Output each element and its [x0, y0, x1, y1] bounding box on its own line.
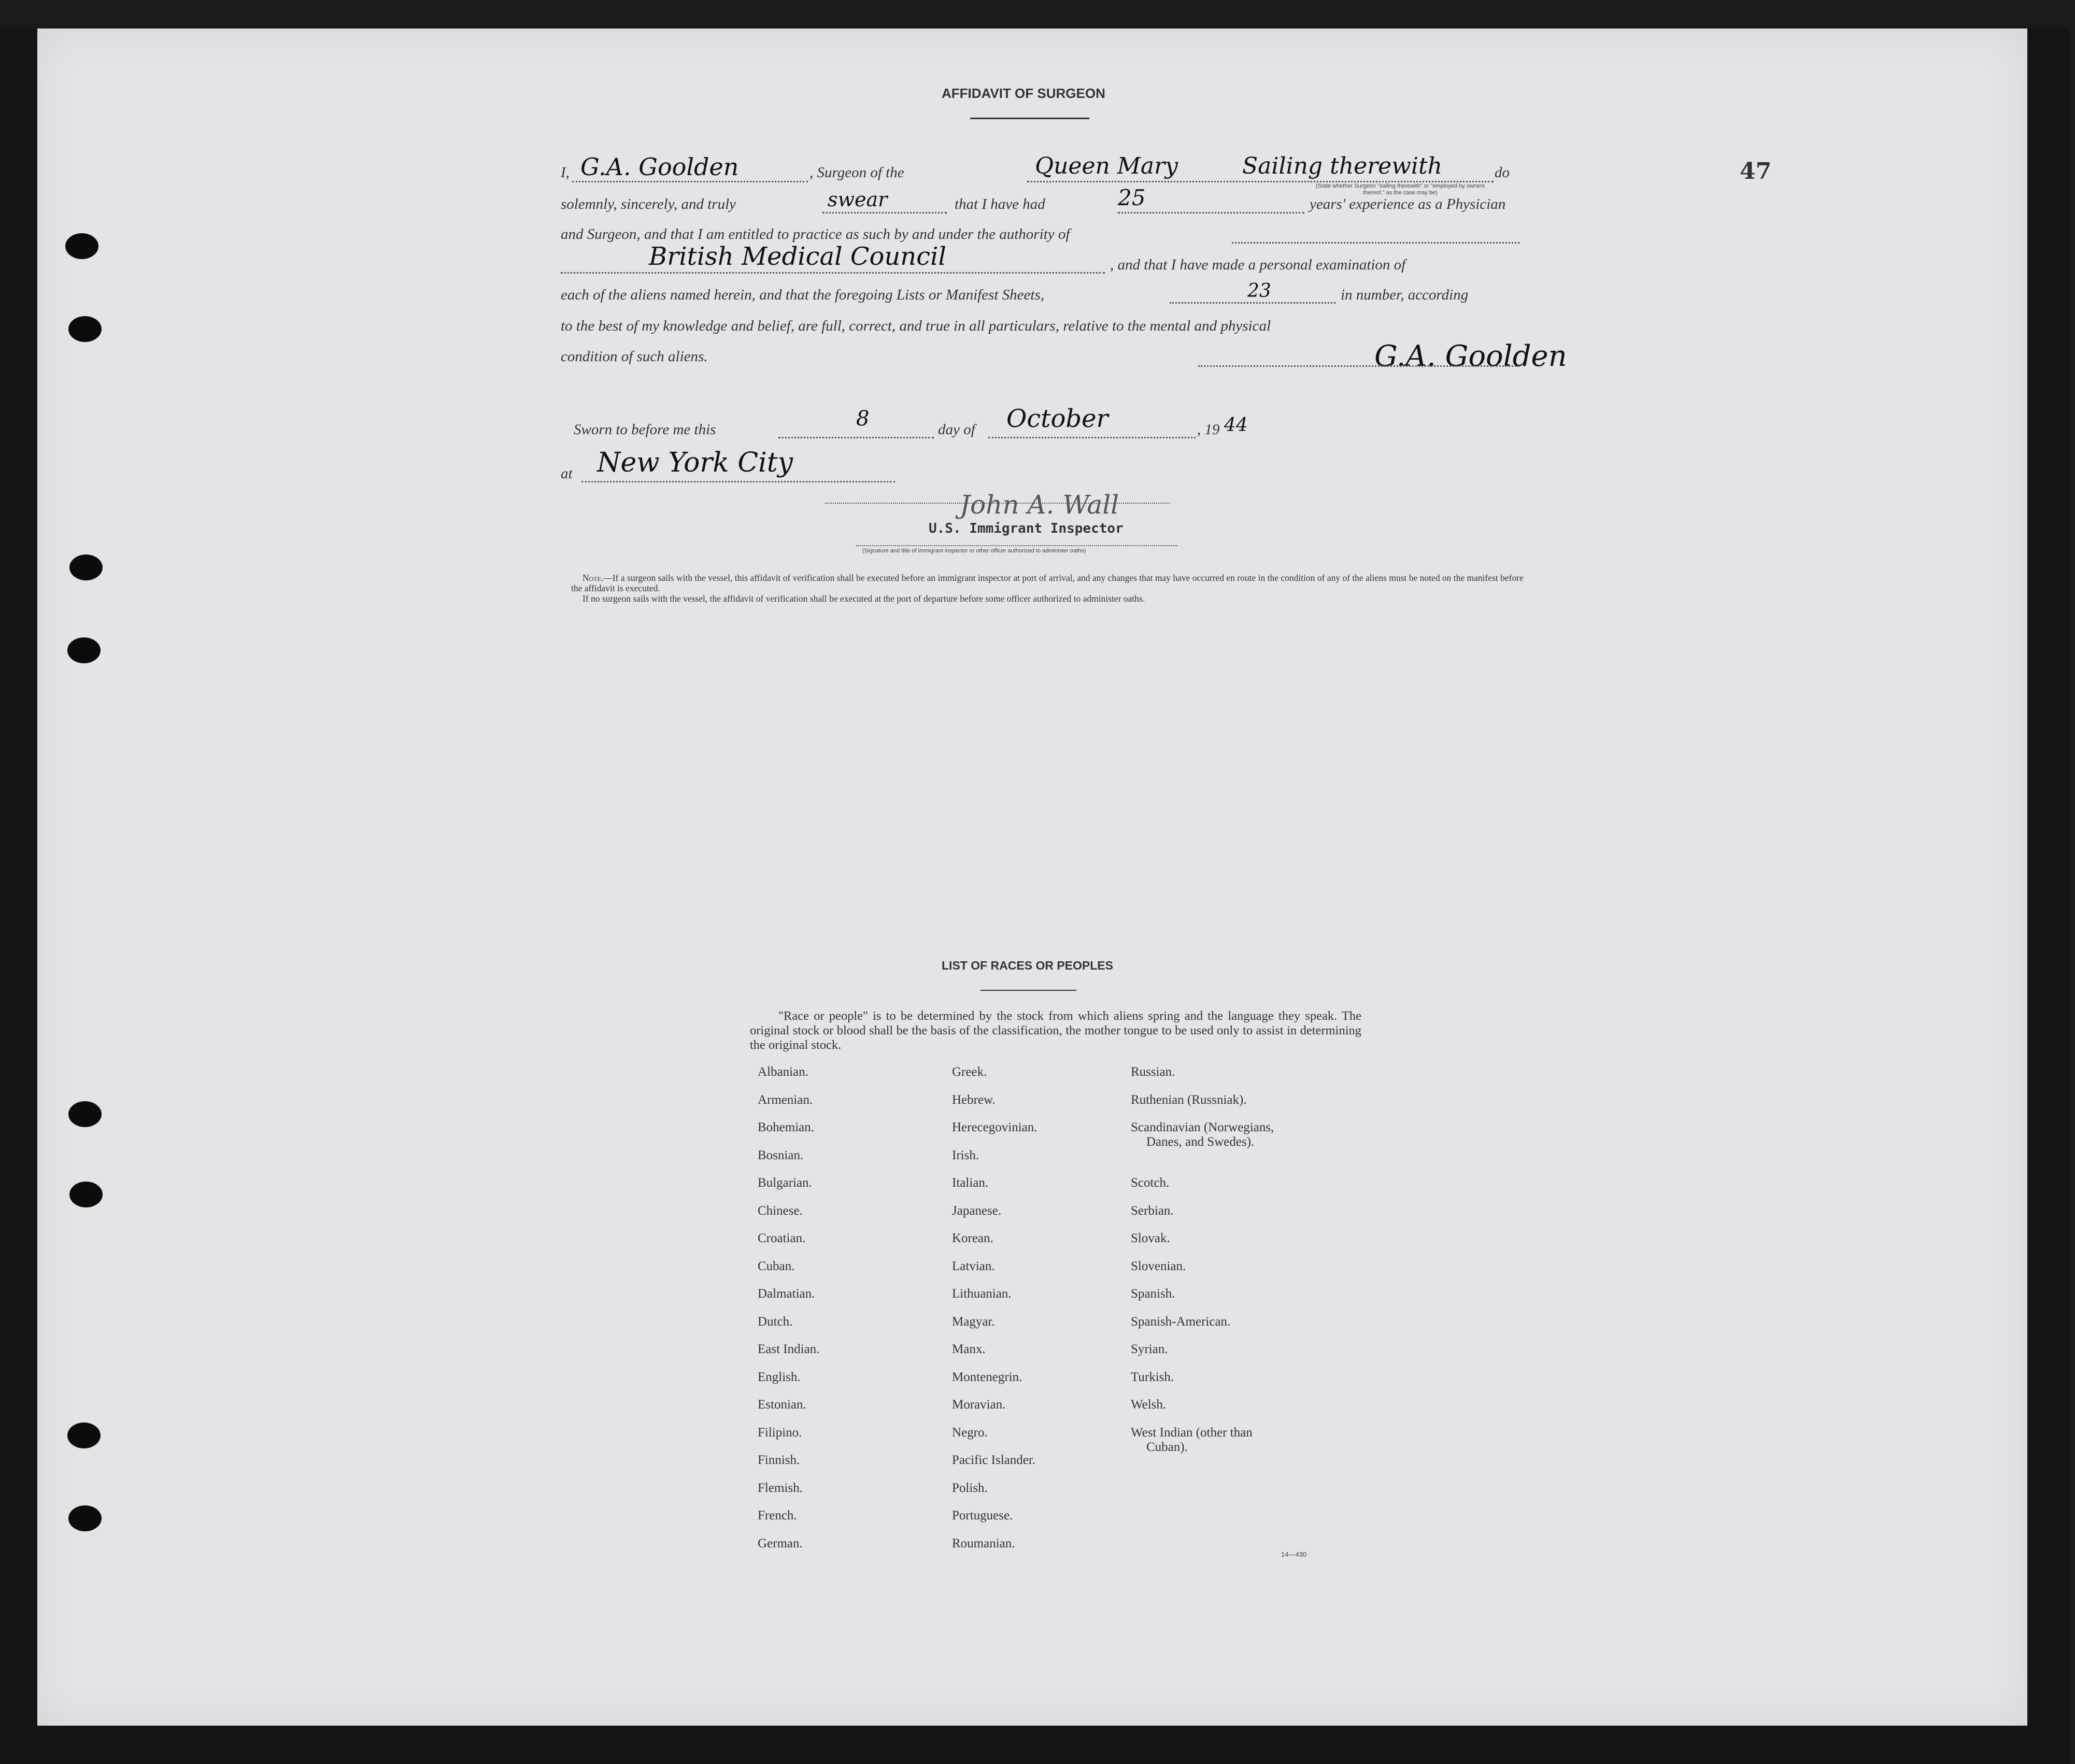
field-line — [988, 437, 1196, 438]
note-paragraph — [571, 573, 1535, 604]
form-code: 14—430 — [1281, 1550, 1307, 1558]
race-entry: Dutch. — [758, 1314, 793, 1329]
races-column-1 — [758, 1065, 819, 1564]
authority: British Medical Council — [649, 242, 946, 271]
line2-start: solemnly, sincerely, and truly — [561, 196, 736, 212]
at-label: at — [561, 465, 573, 482]
sworn-year-printed: , 19 — [1197, 421, 1220, 438]
race-entry: Estonian. — [758, 1398, 806, 1412]
punch-hole — [69, 1182, 103, 1207]
field-line — [1170, 302, 1335, 304]
race-entry: Roumanian. — [952, 1536, 1015, 1550]
race-entry: Montenegrin. — [952, 1370, 1022, 1384]
note-label: Note. — [582, 573, 604, 583]
race-entry: Bosnian. — [758, 1148, 804, 1162]
signature-line — [1198, 365, 1519, 367]
race-entry-line: West Indian (other than — [1131, 1425, 1253, 1440]
race-entry: East Indian. — [758, 1342, 820, 1356]
race-entry: Japanese. — [952, 1203, 1002, 1218]
race-entry: Cuban. — [758, 1259, 795, 1273]
race-entry: Dalmatian. — [758, 1287, 815, 1301]
oath-word: swear — [828, 188, 888, 211]
inspector-title: U.S. Immigrant Inspector — [929, 521, 1124, 536]
race-entry — [1131, 1120, 1274, 1176]
race-entry: Filipino. — [758, 1425, 802, 1440]
race-entry-line: Cuban). — [1146, 1440, 1188, 1454]
race-entry: Latvian. — [952, 1259, 995, 1273]
race-entry: Flemish. — [758, 1481, 803, 1495]
race-entry: Croatian. — [758, 1231, 806, 1245]
line1-end: do — [1495, 164, 1510, 181]
document-page — [37, 29, 2027, 1726]
field-line — [1118, 212, 1304, 214]
race-entry: Portuguese. — [952, 1509, 1013, 1523]
race-entry: German. — [758, 1536, 803, 1550]
field-line — [778, 437, 934, 438]
punch-hole — [68, 1505, 102, 1531]
line2-end: years' experience as a Physician — [1310, 196, 1506, 212]
line1-mid: , Surgeon of the — [809, 164, 904, 181]
race-entry: Scotch. — [1131, 1176, 1170, 1190]
race-entry: Serbian. — [1131, 1203, 1174, 1218]
title-underline — [970, 118, 1089, 119]
inspector-title-line — [856, 545, 1177, 546]
race-entry: Welsh. — [1131, 1398, 1167, 1412]
races-column-3 — [1131, 1065, 1274, 1481]
race-entry: Spanish. — [1131, 1287, 1175, 1301]
field-line — [581, 481, 895, 482]
race-entry: Lithuanian. — [952, 1287, 1012, 1301]
race-entry: Turkish. — [1131, 1370, 1174, 1384]
punch-hole — [69, 554, 103, 580]
races-column-2 — [952, 1065, 1038, 1564]
race-entry — [1131, 1426, 1274, 1481]
race-entry: Herecegovinian. — [952, 1120, 1038, 1134]
race-entry: Pacific Islander. — [952, 1453, 1036, 1467]
line7: condition of such aliens. — [561, 348, 708, 365]
races-title-underline — [980, 990, 1076, 991]
race-entry: Manx. — [952, 1342, 986, 1356]
sailing-hint: (State whether Surgeon "sailing therewith" or "employed by owners thereof," as the case may be) — [1315, 183, 1485, 196]
affidavit-title: AFFIDAVIT OF SURGEON — [942, 86, 1105, 101]
line5-start: each of the aliens named herein, and that the foregoing Lists or Manifest Sheets, — [561, 287, 1044, 303]
race-entry: Chinese. — [758, 1203, 803, 1218]
line6: to the best of my knowledge and belief, are full, correct, and true in all particulars, relative to the mental and physical — [561, 318, 1271, 334]
line1-prefix: I, — [561, 164, 570, 181]
note-text-2: If no surgeon sails with the vessel, the affidavit of verification shall be executed at the port of departure before some officer authorized to administer oaths. — [582, 593, 1145, 604]
years-experience: 25 — [1118, 185, 1146, 210]
field-line — [572, 181, 808, 182]
races-title: LIST OF RACES OR PEOPLES — [942, 959, 1113, 972]
line5-end: in number, according — [1341, 287, 1469, 303]
sworn-month: October — [1006, 404, 1108, 433]
race-entry-line: Scandinavian (Norwegians, — [1131, 1120, 1274, 1134]
ship-name: Queen Mary — [1035, 153, 1178, 179]
sworn-prefix: Sworn to before me this — [574, 421, 716, 438]
race-entry: Korean. — [952, 1231, 993, 1245]
sailing-status: Sailing therewith — [1242, 153, 1442, 179]
race-entry: Irish. — [952, 1148, 979, 1162]
race-entry: Finnish. — [758, 1453, 800, 1467]
surgeon-name: G.A. Goolden — [580, 153, 739, 181]
race-entry: Bohemian. — [758, 1120, 815, 1134]
note-text-1: —If a surgeon sails with the vessel, this affidavit of verification shall be executed before an immigrant inspector at port of arrival, and any changes that may have occurred en route in the condition of any of the aliens must be noted on the manifest before the affidavit is executed. — [571, 573, 1524, 593]
inspector-signature: John A. Wall — [960, 490, 1119, 520]
race-entry: French. — [758, 1509, 797, 1523]
field-line — [561, 272, 1105, 274]
sworn-year-written: 44 — [1224, 415, 1248, 436]
sworn-place: New York City — [597, 447, 793, 478]
punch-hole — [67, 1422, 101, 1448]
line4-end: , and that I have made a personal examination of — [1110, 257, 1406, 273]
race-entry: Ruthenian (Russniak). — [1131, 1092, 1247, 1107]
race-entry: Polish. — [952, 1481, 988, 1495]
race-entry: Albanian. — [758, 1065, 808, 1079]
race-entry: Syrian. — [1131, 1342, 1168, 1356]
surgeon-signature: G.A. Goolden — [1374, 339, 1567, 373]
field-line — [1027, 181, 1494, 182]
race-entry: Greek. — [952, 1065, 987, 1079]
race-entry: Negro. — [952, 1425, 988, 1440]
race-entry: English. — [758, 1370, 801, 1384]
line2-mid: that I have had — [955, 196, 1045, 212]
scan-border-top — [0, 0, 2075, 29]
race-entry: Magyar. — [952, 1314, 995, 1329]
sheet-count: 23 — [1247, 280, 1271, 302]
punch-hole — [67, 637, 101, 663]
race-entry: Moravian. — [952, 1398, 1006, 1412]
race-entry: Italian. — [952, 1176, 989, 1190]
punch-hole — [68, 1101, 102, 1127]
race-entry: Russian. — [1131, 1065, 1175, 1079]
race-entry: Slovenian. — [1131, 1259, 1186, 1273]
race-entry: Armenian. — [758, 1092, 813, 1107]
sworn-day: 8 — [856, 407, 870, 431]
scan-border-right — [2070, 0, 2075, 1764]
punch-hole — [68, 316, 102, 342]
line3: and Surgeon, and that I am entitled to practice as such by and under the authority of — [561, 226, 1070, 243]
race-entry: Slovak. — [1131, 1231, 1170, 1245]
field-line — [822, 212, 947, 214]
race-entry: Bulgarian. — [758, 1176, 812, 1190]
punch-hole — [65, 233, 98, 259]
race-entry: Hebrew. — [952, 1092, 996, 1107]
field-line — [1232, 242, 1519, 244]
race-entry-line: Danes, and Swedes). — [1146, 1135, 1255, 1149]
sworn-day-of: day of — [938, 421, 975, 438]
race-entry: Spanish-American. — [1131, 1314, 1231, 1329]
page-number: 47 — [1740, 158, 1772, 184]
signature-hint: (Signature and title of immigrant inspector or other officer authorized to administer oaths) — [862, 548, 1086, 554]
races-intro: "Race or people" is to be determined by the stock from which aliens spring and the language they speak. The original stock or blood shall be the basis of the classification, the mother tongue to be used only to assist in determining the original stock. — [750, 1009, 1361, 1052]
